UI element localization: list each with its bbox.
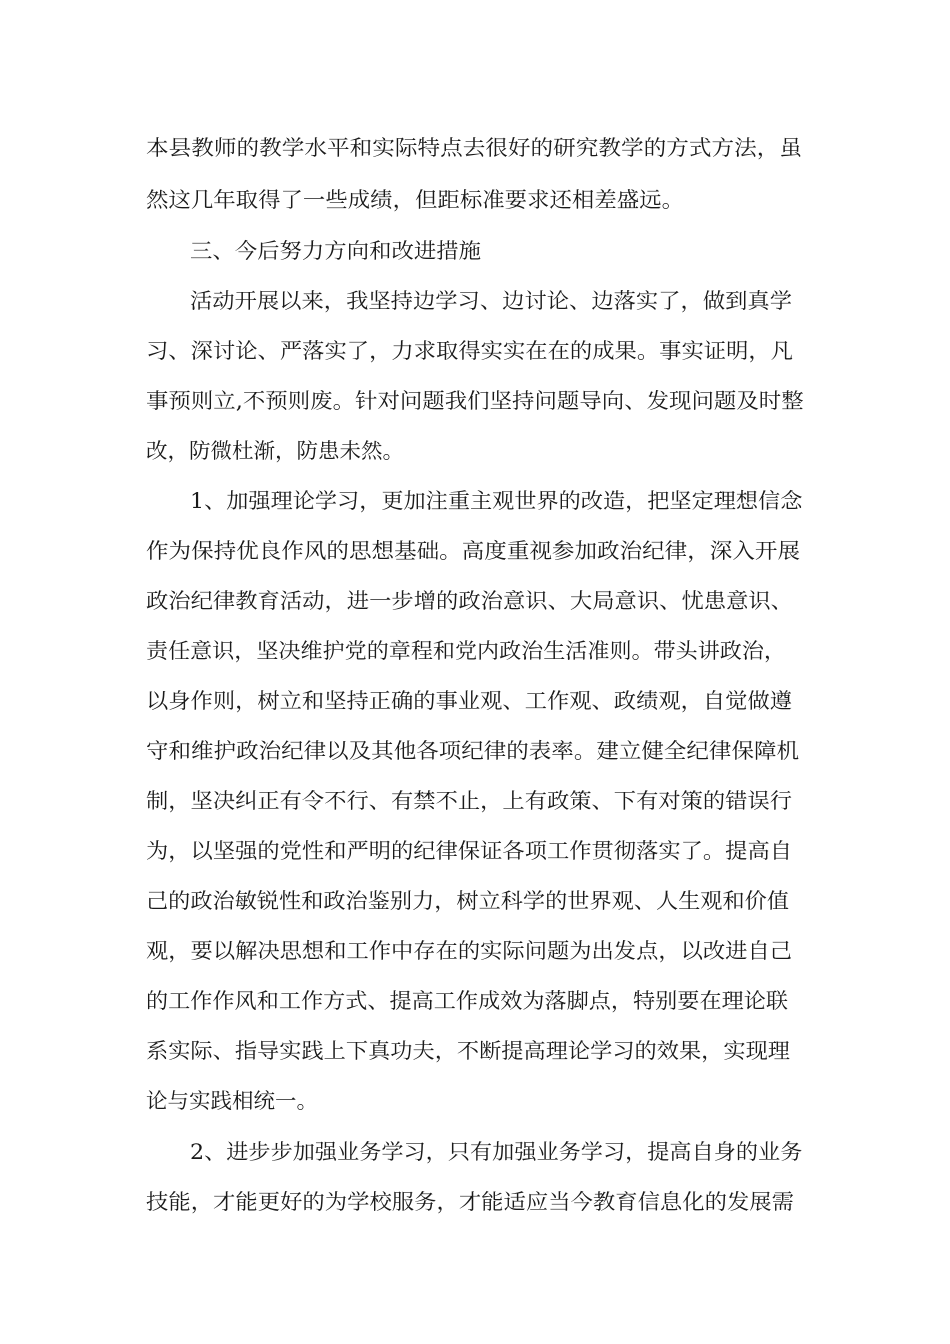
line-text: 的工作作风和工作方式、提高工作成效为落脚点，特别要在理论联 [146, 989, 788, 1013]
text-line [0, 381, 950, 421]
line-text: 1、加强理论学习，更加注重主观世界的改造，把坚定理想信念 [190, 489, 803, 513]
text-line [0, 1031, 950, 1071]
line-text: 然这几年取得了一些成绩，但距标准要求还相差盛远。 [146, 188, 684, 212]
line-text: 活动开展以来，我坚持边学习、边讨论、边落实了，做到真学 [190, 289, 792, 313]
line-text: 事预则立,不预则废。针对问题我们坚持问题导向、发现问题及时整 [146, 389, 804, 413]
line-text: 以身作则，树立和坚持正确的事业观、工作观、政绩观，自觉做遵 [146, 689, 792, 713]
text-line [0, 581, 950, 621]
text-line [0, 1081, 950, 1121]
text-line [0, 881, 950, 921]
line-text: 政治纪律教育活动，进一步增的政治意识、大局意识、忧患意识、 [146, 589, 793, 613]
text-line [0, 431, 950, 471]
text-line [0, 931, 950, 971]
text-line [0, 831, 950, 871]
text-line [0, 681, 950, 721]
line-text: 论与实践相统一。 [146, 1089, 318, 1113]
line-text: 观，要以解决思想和工作中存在的实际问题为出发点，以改进自己 [146, 939, 792, 963]
line-text: 责任意识，坚决维护党的章程和党内政治生活准则。带头讲政治， [146, 639, 786, 663]
line-text: 为，以坚强的党性和严明的纪律保证各项工作贯彻落实了。提高自 [146, 839, 792, 863]
text-line [0, 631, 950, 671]
line-text: 系实际、指导实践上下真功夫，不断提高理论学习的效果，实现理 [146, 1039, 790, 1063]
line-text: 三、今后努力方向和改进措施 [190, 239, 481, 263]
text-line [0, 331, 950, 371]
line-text: 制，坚决纠正有令不行、有禁不止，上有政策、下有对策的错误行 [146, 789, 792, 813]
text-line [0, 481, 950, 521]
line-text: 改，防微杜渐，防患未然。 [146, 439, 404, 463]
text-line [0, 281, 950, 321]
line-text: 守和维护政治纪律以及其他各项纪律的表率。建立健全纪律保障机 [146, 739, 799, 763]
line-text: 习、深讨论、严落实了，力求取得实实在在的成果。事实证明，凡 [146, 339, 793, 363]
text-line [0, 1132, 950, 1172]
line-text: 己的政治敏锐性和政治鉴别力，树立科学的世界观、人生观和价值 [146, 889, 790, 913]
line-text: 作为保持优良作风的思想基础。高度重视参加政治纪律，深入开展 [146, 539, 800, 563]
text-line [0, 781, 950, 821]
line-text: 技能，才能更好的为学校服务，才能适应当今教育信息化的发展需 [146, 1190, 794, 1214]
section-heading [0, 231, 950, 271]
text-line [0, 981, 950, 1021]
line-text: 2、进步步加强业务学习，只有加强业务学习，提高自身的业务 [190, 1140, 803, 1164]
text-line [0, 1182, 950, 1222]
line-text: 本县教师的教学水平和实际特点去很好的研究教学的方式方法，虽 [146, 136, 802, 160]
text-line [0, 731, 950, 771]
text-line [0, 128, 950, 168]
text-line [0, 180, 950, 220]
text-line [0, 531, 950, 571]
